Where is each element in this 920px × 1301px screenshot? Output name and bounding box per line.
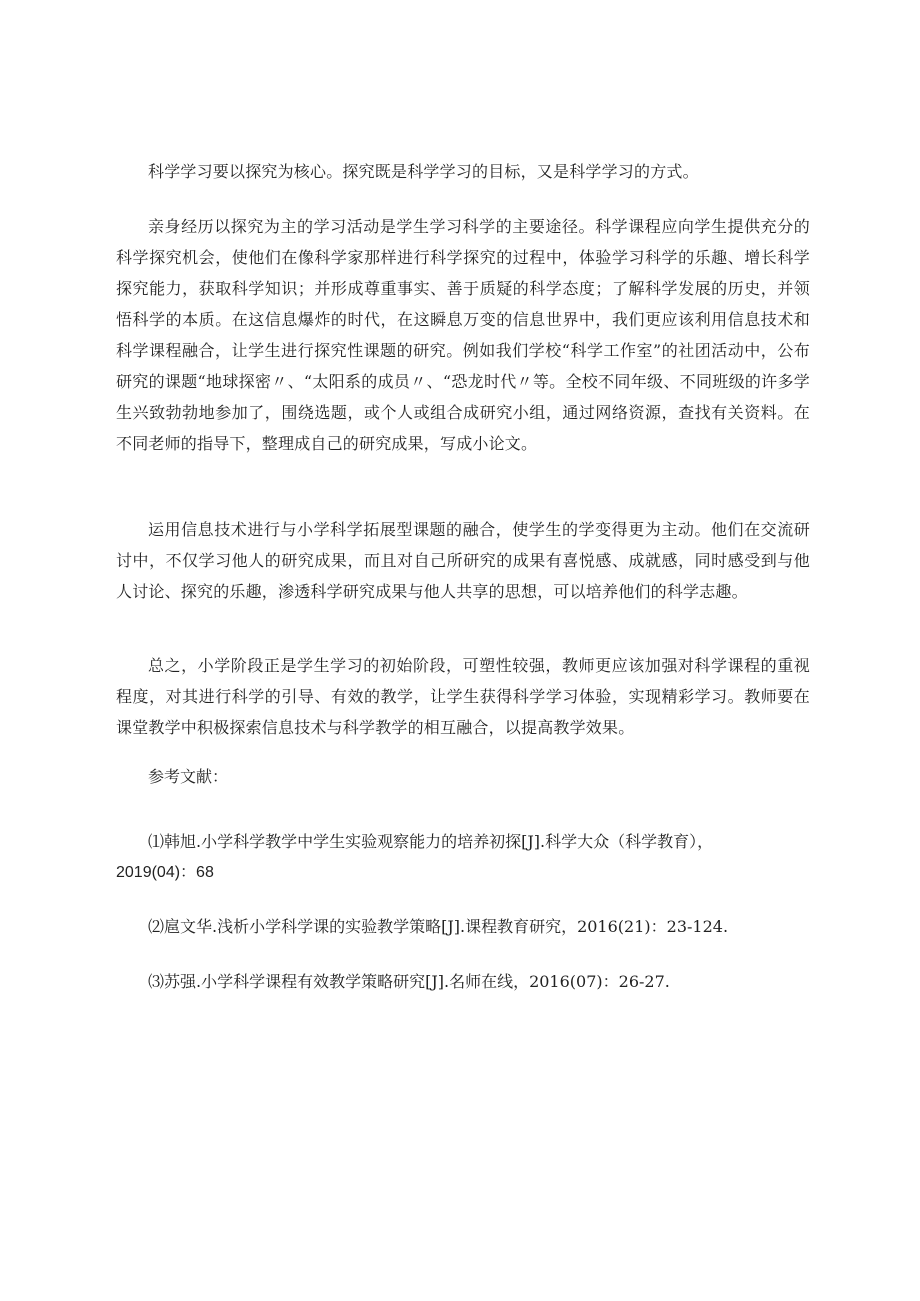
- references-heading: 参考文献：: [148, 767, 229, 786]
- paragraph-2: 亲身经历以探究为主的学习活动是学生学习科学的主要途径。科学课程应向学生提供充分的科学探究机会，使他们在像科学家那样进行科学探究的过程中，体验学习科学的乐趣、增长科学探究能力，获取科学知识；并形成尊重事实、善于质疑的科学态度；了解科学发展的历史，并领悟科学的本质。在这信息爆炸的时代，在这瞬息万变的信息世界中，我们更应该利用信息技术和科学课程融合，让学生进行探究性课题的研究。例如我们学校“科学工作室”的社团活动中，公布研究的课题“地球探密〃、“太阳系的成员〃、“恐龙时代〃等。全校不同年级、不同班级的许多学生兴致勃勃地参加了，围绕选题，或个人或组合成研究小组，通过网络资源，查找有关资料。在不同老师的指导下，整理成自己的研究成果，写成小论文。: [116, 217, 810, 453]
- paragraph-4: 总之，小学阶段正是学生学习的初始阶段，可塑性较强，教师更应该加强对科学课程的重视程度，对其进行科学的引导、有效的教学，让学生获得科学学习体验，实现精彩学习。教师要在课堂教学中积极探索信息技术与科学教学的相互融合，以提高教学效果。: [116, 656, 810, 737]
- reference-2-line-1: ⑵扈文华.浅析小学科学课的实验教学策略[J].课程教育研究，2016(21)：23-124.: [148, 917, 729, 936]
- reference-1-line-1: ⑴韩旭.小学科学教学中学生实验观察能力的培养初探[J].科学大众（科学教育），: [148, 832, 714, 851]
- reference-3-line-1: ⑶苏强.小学科学课程有效教学策略研究[J].名师在线，2016(07)：26-27.: [148, 972, 670, 991]
- reference-1-line-2: 2019(04)：68: [116, 864, 214, 881]
- reference-item-1: [116, 826, 808, 888]
- paragraph-1: 科学学习要以探究为核心。探究既是科学学习的目标，又是科学学习的方式。: [148, 162, 699, 181]
- paragraph-3: 运用信息技术进行与小学科学拓展型课题的融合，使学生的学变得更为主动。他们在交流研讨中，不仅学习他人的研究成果，而且对自己所研究的成果有喜悦感、成就感，同时感受到与他人讨论、探究的乐趣，渗透科学研究成果与他人共享的思想，可以培养他们的科学志趣。: [116, 520, 810, 601]
- reference-item-3: [148, 966, 808, 997]
- reference-item-2: [148, 911, 808, 942]
